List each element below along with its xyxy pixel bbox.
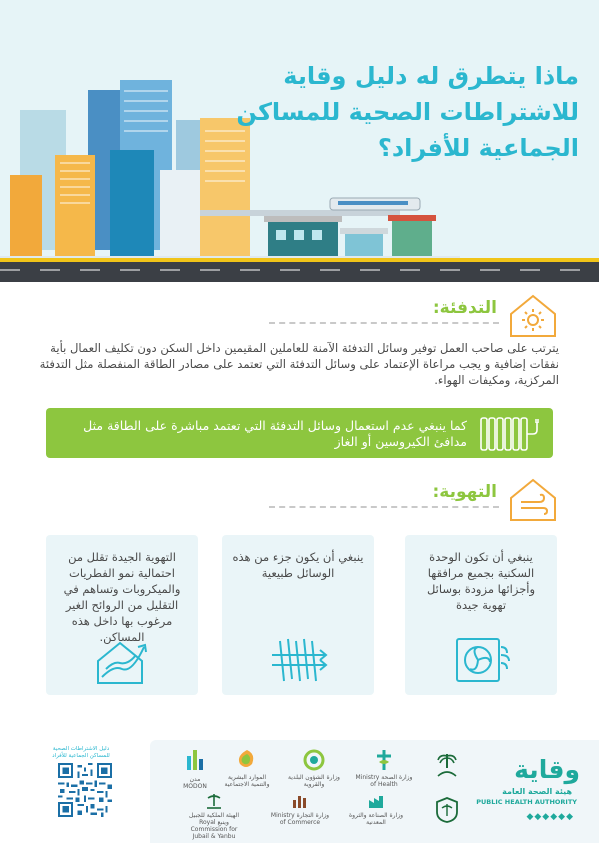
title-line-2: للاشتراطات الصحية للمساكن <box>236 98 579 126</box>
sun-house-icon <box>507 292 559 340</box>
saudi-emblem-logo <box>432 750 462 782</box>
rcjy-mark-icon <box>204 792 224 810</box>
modon-logo <box>178 748 212 790</box>
weqaya-brand-english: PUBLIC HEALTH AUTHORITY <box>476 798 577 806</box>
qr-section <box>50 746 112 821</box>
qr-label: دليل الاشتراطات الصحية للمساكن الجماعية للأفراد <box>52 746 110 759</box>
ventilation-card-3-text: التهوية الجيدة تقلل من احتمالية نمو الفطريات والميكروبات وتساهم في التقليل من الروائح الغير مرغوب بها داخل هذه المساكن. <box>63 550 181 644</box>
header-banner <box>0 0 599 282</box>
page-title <box>236 58 579 166</box>
partners-footer <box>150 740 599 843</box>
ventilation-title-underline <box>269 506 499 508</box>
industry-logo-label: وزارة الصناعة والثروة المعدنية <box>348 812 403 826</box>
saudi-emblem-green-logo <box>432 796 462 826</box>
ventilation-card-2-text: ينبغي أن يكون جزء من هذه الوسائل طبيعية <box>232 550 364 580</box>
hrsd-logo-label: الموارد البشرية والتنمية الاجتماعية <box>224 774 270 788</box>
commerce-logo-label: وزارة التجارة Ministry of Commerce <box>270 812 330 826</box>
commerce-mark-icon <box>290 792 310 810</box>
ventilation-card-1-text: ينبغي أن تكون الوحدة السكنية بجميع مرافقها وأجزائها مزودة بوسائل تهوية جيدة <box>426 550 536 612</box>
ministry-of-industry-logo <box>346 792 406 826</box>
title-line-3: الجماعية للأفراد؟ <box>377 134 579 162</box>
heating-title-underline <box>269 322 499 324</box>
weqaya-brand-arabic: هيئة الصحة العامة <box>502 787 572 796</box>
ventilation-card-2 <box>222 535 374 695</box>
rcjy-logo-label: الهيئة الملكية للجبيل وينبع Royal Commission for Jubail & Yanbu <box>188 812 240 840</box>
title-line-1: ماذا يتطرق له دليل وقاية <box>283 62 579 90</box>
qr-code[interactable] <box>58 763 112 817</box>
ventilation-section-header <box>319 476 559 520</box>
ministry-of-health-logo <box>354 748 414 788</box>
ventilation-title: التهوية: <box>432 482 497 502</box>
heating-notice-box <box>46 408 553 458</box>
weqaya-brand-name: وقاية <box>514 755 580 784</box>
road-marking <box>0 269 599 271</box>
hrsd-logo <box>218 748 276 788</box>
moh-logo-label: وزارة الصحة Ministry of Health <box>355 774 413 788</box>
industry-mark-icon <box>366 792 386 810</box>
hrsd-mark-icon <box>234 748 260 772</box>
weqaya-brand-dots: ◆◆◆◆◆◆ <box>526 812 574 822</box>
momrah-mark-icon <box>301 748 327 772</box>
ventilation-fan-icon <box>451 633 513 687</box>
ventilation-card-3 <box>46 535 198 695</box>
heating-section-header <box>319 292 559 336</box>
heating-notice-text: كما ينبغي عدم استعمال وسائل التدفئة التي تعتمد مباشرة على الطاقة مثل مدافئ الكيروسين أو الغاز <box>83 418 467 449</box>
ventilation-card-1 <box>405 535 557 695</box>
moh-mark-icon <box>371 748 397 772</box>
rcjy-logo <box>184 792 244 840</box>
heating-title: التدفئة: <box>432 298 497 318</box>
emblem-badge-icon <box>435 796 459 824</box>
modon-mark-icon <box>184 748 206 774</box>
radiator-icon <box>475 414 543 454</box>
momrah-logo <box>284 748 344 788</box>
natural-airflow-icon <box>268 633 330 687</box>
fresh-air-house-icon <box>92 633 154 687</box>
modon-logo-label: مدن MODON <box>183 776 207 790</box>
wind-house-icon <box>507 476 559 524</box>
ministry-of-commerce-logo <box>270 792 330 826</box>
heating-paragraph: يترتب على صاحب العمل توفير وسائل التدفئة الآمنة للعاملين المقيمين داخل السكن دون تكليف العمال بأية نفقات إضافية و يجب مراعاة الإعتماد على وسائل التدفئة التي تعتمد على مصادر الطاقة المنفصلة مثل التدفئة المركزية، ومكيفات الهواء. <box>39 341 559 387</box>
palm-swords-icon <box>434 750 460 780</box>
momrah-logo-label: وزارة الشؤون البلدية والقروية <box>288 774 340 788</box>
